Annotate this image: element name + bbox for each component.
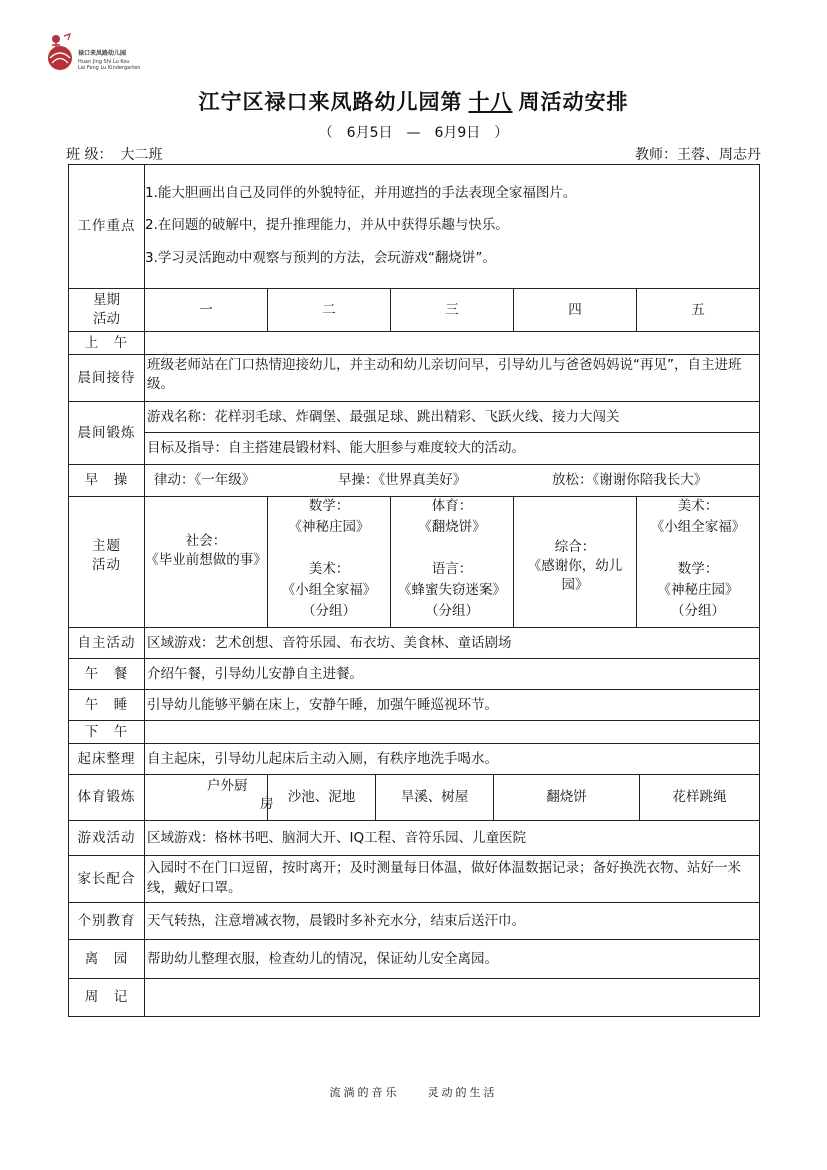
theme-label-1: 主题 <box>92 538 121 554</box>
weekly-note-label: 周 记 <box>84 989 129 1005</box>
theme-fri-title-1: 《小组全家福》 <box>650 519 746 535</box>
theme-fri-subject-1: 美术： <box>677 498 719 514</box>
teacher-info <box>635 144 761 164</box>
activity-label: 活动 <box>93 311 120 327</box>
footer-slogan: 流淌的音乐 灵动的生活 <box>329 1086 498 1099</box>
kindergarten-emblem-icon <box>44 30 78 74</box>
morning-exercise-games: 游戏名称：花样羽毛球、炸碉堡、最强足球、跳出精彩、飞跃火线、接力大闯关 <box>147 408 620 425</box>
leave-text: 帮助幼儿整理衣服，检查幼儿的情况，保证幼儿安全离园。 <box>147 950 498 967</box>
title-suffix: 周活动安排 <box>518 90 629 114</box>
day-header-tue: 二 <box>322 301 336 318</box>
theme-thu-subject: 综合： <box>554 539 596 555</box>
morning-reception-text: 班级老师站在门口热情迎接幼儿，并主动和幼儿亲切问早，引导幼儿与爸爸妈妈说“再见”，自主进班级。 <box>147 357 742 392</box>
pe-mon-text-cut: 房 <box>260 796 274 812</box>
pe-wed: 旱溪、树屋 <box>400 789 469 805</box>
teacher-label: 教师： <box>635 147 677 163</box>
theme-thu <box>514 538 636 595</box>
day-header-wed: 三 <box>445 301 459 318</box>
week-number: 十八 <box>468 90 513 114</box>
theme-wed-subject-1: 体育： <box>431 498 473 514</box>
self-activity-text: 区域游戏：艺术创想、音符乐园、布衣坊、美食林、童话剧场 <box>147 634 512 651</box>
title-prefix: 江宁区禄口来凤路幼儿园第 <box>198 90 463 114</box>
games-label: 游戏活动 <box>77 829 136 846</box>
morning-label: 上 午 <box>84 334 129 351</box>
pe-mon-text: 户外厨 <box>207 778 248 794</box>
individual-text: 天气转热，注意增减衣物，晨锻时多补充水分，结束后送汗巾。 <box>147 912 525 929</box>
teacher-names: 王蓉、周志丹 <box>677 147 761 163</box>
day-header-mon: 一 <box>199 301 213 318</box>
wake-up-text: 自主起床，引导幼儿起床后主动入厕，有秩序地洗手喝水。 <box>147 750 498 767</box>
parents-label: 家长配合 <box>77 870 136 887</box>
theme-tue-title-2: 《小组全家福》 <box>281 582 377 598</box>
logo-name: 禄口来凤路幼儿园 <box>78 50 127 57</box>
theme-mon <box>145 532 267 570</box>
class-info <box>66 144 162 164</box>
morning-exercise-label: 晨间锻炼 <box>77 424 136 441</box>
early-exercise-relax: 放松：《谢谢你陪我长大》 <box>552 472 708 488</box>
theme-wed-group: （分组） <box>425 603 479 619</box>
schedule-table <box>68 164 760 1017</box>
early-exercise-main: 早操：《世界真美好》 <box>338 472 467 488</box>
nap-label: 午 睡 <box>84 696 129 713</box>
theme-fri-group: （分组） <box>671 603 725 619</box>
work-focus-item-2: 2.在问题的破解中，提升推理能力，并从中获得乐趣与快乐。 <box>145 217 509 233</box>
lunch-label: 午 餐 <box>84 665 129 682</box>
class-label: 班 级： <box>66 147 113 163</box>
page-title <box>0 86 827 116</box>
individual-label: 个别教育 <box>77 912 136 929</box>
weekly-note-text[interactable] <box>145 979 759 1016</box>
early-exercise-label: 早 操 <box>84 472 129 488</box>
logo-pinyin-1: Huan Jing Shi Lu Kou <box>78 59 130 65</box>
day-header-thu: 四 <box>568 301 582 318</box>
theme-tue <box>268 496 390 622</box>
theme-wed <box>391 496 513 622</box>
theme-tue-group: （分组） <box>302 603 356 619</box>
theme-wed-title-2: 《蜂蜜失窃迷案》 <box>398 582 506 598</box>
leave-label: 离 园 <box>84 950 129 967</box>
pe-tue: 沙池、泥地 <box>287 789 356 805</box>
theme-wed-title-1: 《翻烧饼》 <box>418 519 486 535</box>
theme-mon-title: 《毕业前想做的事》 <box>145 552 267 568</box>
theme-fri-title-2: 《神秘庄园》 <box>657 582 739 598</box>
work-focus-label: 工作重点 <box>77 218 136 234</box>
theme-fri <box>637 496 759 622</box>
games-text: 区域游戏：格林书吧、脑洞大开、IQ工程、音符乐园、儿童医院 <box>147 829 527 846</box>
theme-tue-subject-2: 美术： <box>308 561 350 577</box>
pe-fri: 花样跳绳 <box>672 789 727 805</box>
class-name: 大二班 <box>120 147 163 163</box>
theme-fri-subject-2: 数学： <box>677 561 719 577</box>
theme-activity-label <box>69 537 144 575</box>
theme-thu-title: 《感谢你，幼儿园》 <box>527 558 623 593</box>
self-activity-label: 自主活动 <box>77 634 136 651</box>
pe-mon <box>145 775 274 820</box>
lunch-text: 介绍午餐，引导幼儿安静自主进餐。 <box>147 665 363 682</box>
theme-label-2: 活动 <box>92 557 121 573</box>
school-logo <box>44 30 164 74</box>
weekday-label: 星期 <box>93 292 120 308</box>
early-exercise-rhythm: 律动：《一年级》 <box>154 472 256 488</box>
parents-text: 入园时不在门口逗留，按时离开；及时测量每日体温，做好体温数据记录；备好换洗衣物、站好一米线，戴好口罩。 <box>147 860 741 896</box>
theme-mon-subject: 社会： <box>185 533 227 549</box>
nap-text: 引导幼儿能够平躺在床上，安静午睡，加强午睡巡视环节。 <box>147 696 498 713</box>
theme-wed-subject-2: 语言： <box>431 561 473 577</box>
work-focus-item-3: 3.学习灵活跑动中观察与预判的方法，会玩游戏“翻烧饼”。 <box>145 250 496 266</box>
date-range: （ 6月5日 — 6月9日 ） <box>318 125 509 141</box>
wake-up-label: 起床整理 <box>77 750 136 767</box>
pe-label: 体育锻炼 <box>77 789 136 805</box>
morning-reception-label: 晨间接待 <box>77 369 136 386</box>
pe-thu: 翻烧饼 <box>546 789 587 805</box>
weekday-activity-header <box>69 289 144 331</box>
morning-exercise-goal: 目标及指导：自主搭建晨锻材料、能大胆参与难度较大的活动。 <box>147 440 525 456</box>
logo-pinyin-2: Lai Feng Lu Kindergarten <box>78 65 141 71</box>
theme-tue-subject-1: 数学： <box>308 498 350 514</box>
work-focus-item-1: 1.能大胆画出自己及同伴的外貌特征，并用遮挡的手法表现全家福图片。 <box>145 185 577 201</box>
theme-tue-title-1: 《神秘庄园》 <box>288 519 370 535</box>
day-header-fri: 五 <box>691 301 705 318</box>
afternoon-label: 下 午 <box>84 723 129 740</box>
